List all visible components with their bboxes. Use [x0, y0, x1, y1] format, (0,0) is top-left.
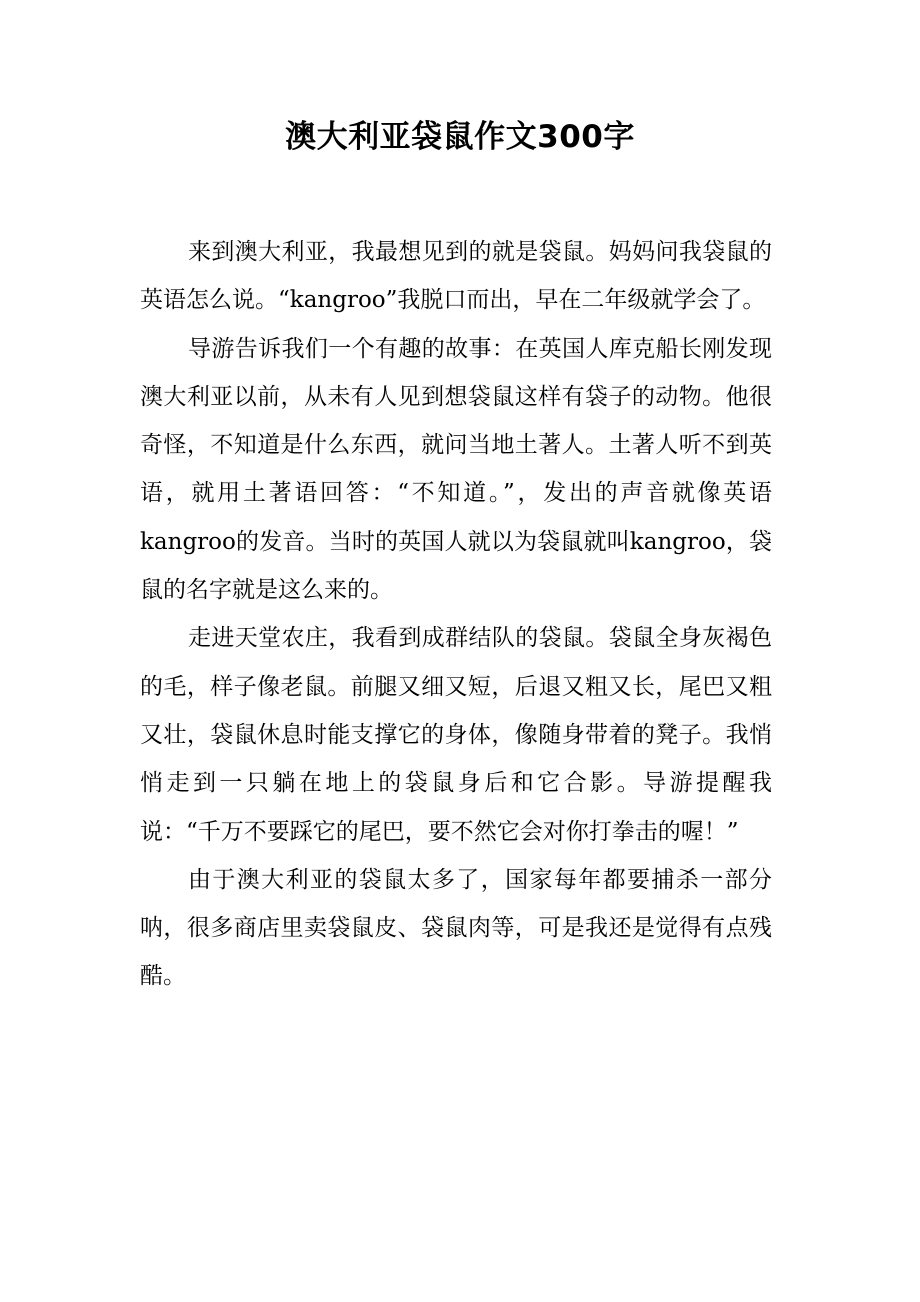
- paragraph-1: 来到澳大利亚，我最想见到的就是袋鼠。妈妈问我袋鼠的英语怎么说。“kangroo”我脱口而出，早在二年级就学会了。: [140, 239, 772, 314]
- paragraph-2: 导游告诉我们一个有趣的故事：在英国人库克船长刚发现澳大利亚以前，从未有人见到想袋鼠这样有袋子的动物。他很奇怪，不知道是什么东西，就问当地土著人。土著人听不到英语，就用土著语回答：“不知道。”，发出的声音就像英语kangroo的发音。当时的英国人就以为袋鼠就叫kangroo，袋鼠的名字就是这么来的。: [140, 335, 772, 604]
- document-title: 澳大利亚袋鼠作文300字: [285, 119, 635, 155]
- document-body: [140, 228, 772, 1001]
- paragraph-4: 由于澳大利亚的袋鼠太多了，国家每年都要捕杀一部分呐，很多商店里卖袋鼠皮、袋鼠肉等，可是我还是觉得有点残酷。: [140, 866, 772, 990]
- paragraph-3: 走进天堂农庄，我看到成群结队的袋鼠。袋鼠全身灰褐色的毛，样子像老鼠。前腿又细又短，后退又粗又长，尾巴又粗又壮，袋鼠休息时能支撑它的身体，像随身带着的凳子。我悄悄走到一只躺在地上的袋鼠身后和它合影。导游提醒我说：“千万不要踩它的尾巴，要不然它会对你打拳击的喔！”: [140, 625, 772, 845]
